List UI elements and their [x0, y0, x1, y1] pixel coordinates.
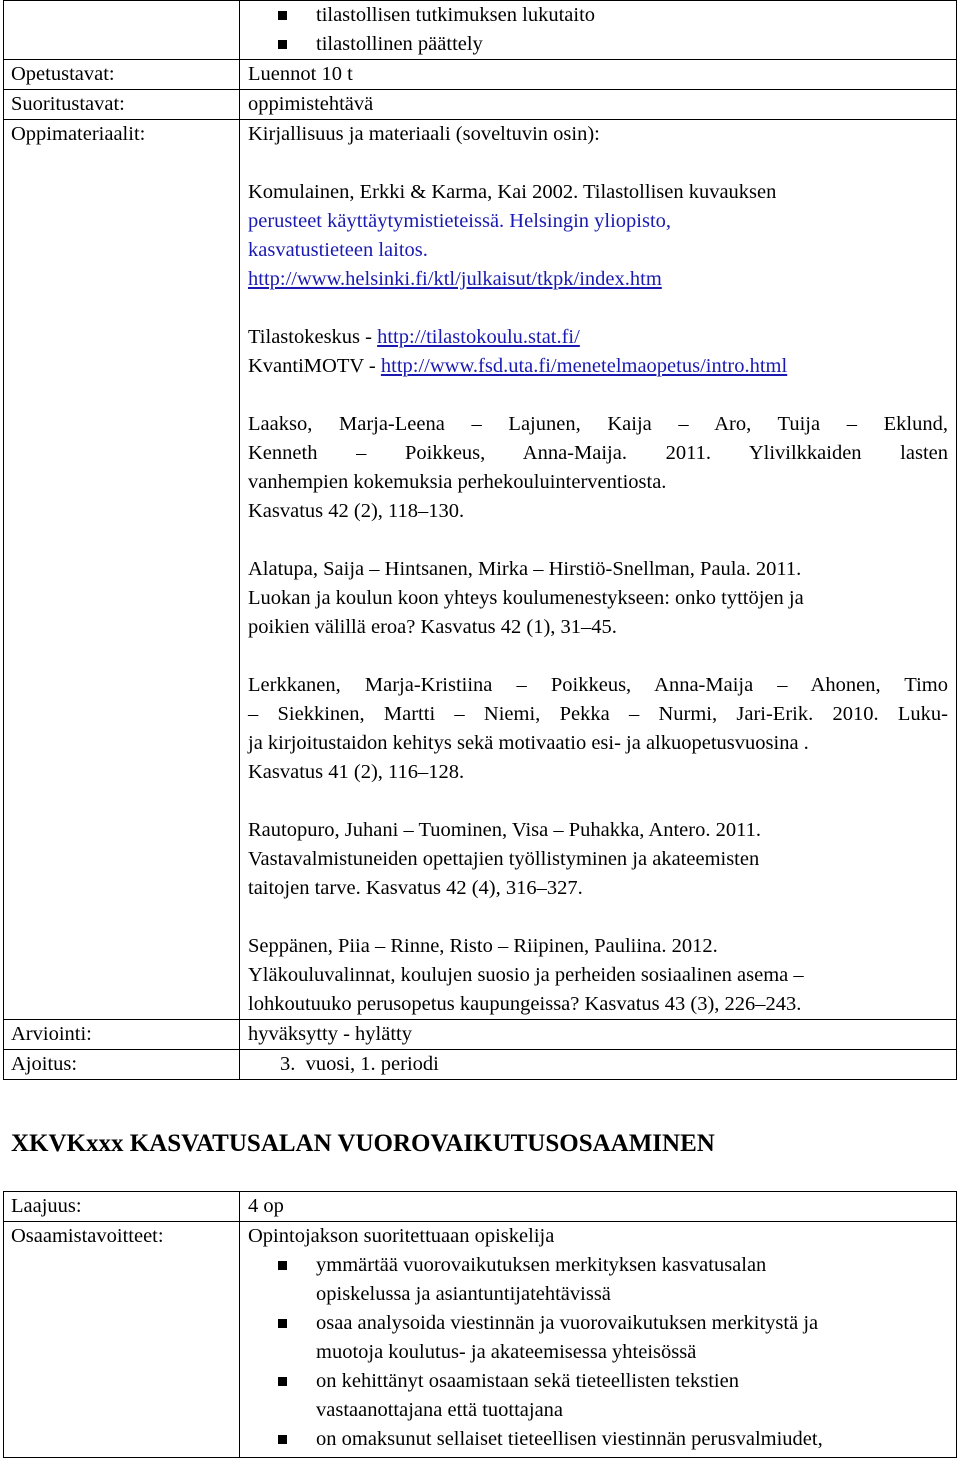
reference-lerkkanen [248, 671, 948, 787]
suoritustavat-row [4, 90, 957, 120]
objective-line: ymmärtää vuorovaikutuksen merkityksen kasvatusalan [316, 1254, 767, 1276]
reference-line: kasvatustieteen laitos. [248, 239, 428, 261]
objectives-intro: Opintojakson suoritettuaan opiskelija [248, 1225, 555, 1247]
oppimateriaalit-label-cell [4, 120, 240, 1020]
reference-seppanen [248, 932, 948, 1019]
reference-alatupa [248, 555, 948, 642]
bullet-text: tilastollisen tutkimuksen lukutaito [316, 4, 596, 26]
square-bullet-icon [278, 11, 287, 20]
objective-line: vastaanottajana että tuottajana [316, 1399, 564, 1421]
objective-item [240, 1425, 956, 1454]
objective-item [240, 1309, 956, 1367]
reference-line: Kasvatus 42 (2), 118–130. [248, 500, 465, 522]
course-info-table-2 [3, 1191, 957, 1458]
web-link-kvantimotv [248, 352, 948, 381]
top-bullets-cell [240, 1, 957, 60]
materials-intro: Kirjallisuus ja materiaali (soveltuvin osin): [248, 123, 600, 145]
reference-line: Lerkkanen, Marja-Kristiina – Poikkeus, Anna-Maija – Ahonen, Timo [248, 674, 948, 696]
objective-line: opiskelussa ja asiantuntijatehtävissä [316, 1283, 611, 1305]
laajuus-label: Laajuus: [4, 1192, 240, 1222]
reference-line: perusteet käyttäytymistieteissä. Helsingin yliopisto, [248, 210, 672, 232]
objective-line: on omaksunut sellaiset tieteellisen viestinnän perusvalmiudet, [316, 1428, 823, 1450]
objective-line: osaa analysoida viestinnän ja vuorovaikutuksen merkitystä ja [316, 1312, 819, 1334]
reference-line: Kasvatus 41 (2), 116–128. [248, 761, 465, 783]
web-link-tilastokeskus [248, 323, 948, 352]
reference-line: Luokan ja koulun koon yhteys koulumenestykseen: onko tyttöjen ja [248, 587, 804, 609]
reference-line: Seppänen, Piia – Rinne, Risto – Riipinen, Pauliina. 2012. [248, 935, 718, 957]
reference-line: taitojen tarve. Kasvatus 42 (4), 316–327. [248, 877, 583, 899]
reference-line: vanhempien kokemuksia perhekouluinterventiosta. [248, 471, 667, 493]
objective-line: on kehittänyt osaamistaan sekä tieteellisten tekstien [316, 1370, 739, 1392]
link-name: KvantiMOTV - [248, 355, 381, 377]
reference-line: ja kirjoitustaidon kehitys sekä motivaatio esi- ja alkuopetusvuosina . [248, 732, 809, 754]
square-bullet-icon [278, 1261, 287, 1270]
laajuus-row [4, 1192, 957, 1222]
ajoitus-text: 3. vuosi, 1. periodi [280, 1053, 439, 1075]
reference-line: Alatupa, Saija – Hintsanen, Mirka – Hirstiö-Snellman, Paula. 2011. [248, 558, 802, 580]
reference-komulainen [248, 178, 948, 294]
osaamistavoitteet-value-cell [240, 1222, 957, 1458]
tilastokoulu-link[interactable]: http://tilastokoulu.stat.fi/ [377, 326, 580, 348]
reference-line: Laakso, Marja-Leena – Lajunen, Kaija – Aro, Tuija – Eklund, [248, 413, 948, 435]
reference-line: Rautopuro, Juhani – Tuominen, Visa – Puhakka, Antero. 2011. [248, 819, 761, 841]
square-bullet-icon [278, 40, 287, 49]
reference-line: lohkoutuuko perusopetus kaupungeissa? Kasvatus 43 (3), 226–243. [248, 993, 802, 1015]
reference-line: – Siekkinen, Martti – Niemi, Pekka – Nurmi, Jari-Erik. 2010. Luku- [248, 703, 948, 725]
objective-item [240, 1251, 956, 1309]
arviointi-label: Arviointi: [4, 1020, 240, 1050]
suoritustavat-label: Suoritustavat: [4, 90, 240, 120]
ajoitus-value [240, 1050, 957, 1080]
course-info-table-1 [3, 0, 957, 1080]
reference-line: poikien välillä eroa? Kasvatus 42 (1), 31–45. [248, 616, 617, 638]
osaamistavoitteet-row [4, 1222, 957, 1458]
opetustavat-label: Opetustavat: [4, 60, 240, 90]
arviointi-value: hyväksytty - hylätty [240, 1020, 957, 1050]
laajuus-value: 4 op [240, 1192, 957, 1222]
link-name: Tilastokeskus - [248, 326, 378, 348]
empty-label-cell [4, 1, 240, 60]
opetustavat-row [4, 60, 957, 90]
reference-line: Komulainen, Erkki & Karma, Kai 2002. Tilastollisen kuvauksen [248, 181, 777, 203]
bullet-item [240, 1, 956, 30]
oppimateriaalit-row [4, 120, 957, 1020]
reference-rautopuro [248, 816, 948, 903]
osaamistavoitteet-label: Osaamistavoitteet: [11, 1225, 164, 1247]
section-title: XKVKxxx KASVATUSALAN VUOROVAIKUTUSOSAAMINEN [11, 1130, 715, 1157]
square-bullet-icon [278, 1319, 287, 1328]
arviointi-row [4, 1020, 957, 1050]
oppimateriaalit-label: Oppimateriaalit: [11, 123, 146, 145]
bullet-item [240, 30, 956, 59]
suoritustavat-value: oppimistehtävä [240, 90, 957, 120]
opetustavat-value: Luennot 10 t [240, 60, 957, 90]
reference-laakso [248, 410, 948, 526]
reference-line: Yläkouluvalinnat, koulujen suosio ja perheiden sosiaalinen asema – [248, 964, 804, 986]
reference-line: Vastavalmistuneiden opettajien työllistyminen ja akateemisten [248, 848, 760, 870]
reference-line: Kenneth – Poikkeus, Anna-Maija. 2011. Ylivilkkaiden lasten [248, 442, 948, 464]
osaamistavoitteet-label-cell [4, 1222, 240, 1458]
top-bullets-row [4, 1, 957, 60]
objective-item [240, 1367, 956, 1425]
oppimateriaalit-value-cell [240, 120, 957, 1020]
ajoitus-label: Ajoitus: [4, 1050, 240, 1080]
kvantimotv-link[interactable]: http://www.fsd.uta.fi/menetelmaopetus/intro.html [380, 355, 788, 377]
square-bullet-icon [278, 1435, 287, 1444]
bullet-text: tilastollinen päättely [316, 33, 483, 55]
square-bullet-icon [278, 1377, 287, 1386]
reference-link[interactable]: http://www.helsinki.fi/ktl/julkaisut/tkpk/index.htm [248, 268, 662, 290]
objective-line: muotoja koulutus- ja akateemisessa yhteisössä [316, 1341, 697, 1363]
ajoitus-row [4, 1050, 957, 1080]
